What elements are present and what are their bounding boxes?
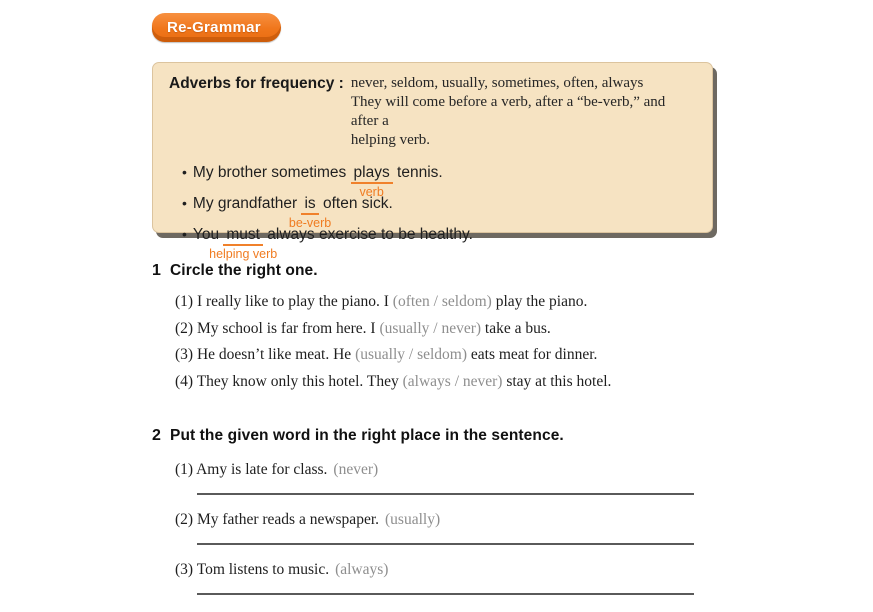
item-post: play the piano. xyxy=(491,293,588,310)
underlined-word-text: must xyxy=(226,226,260,243)
exercise-2-items xyxy=(152,460,772,595)
underlined-word xyxy=(288,194,332,230)
item-number: (3) xyxy=(175,346,194,363)
example-sentence-be-verb xyxy=(182,194,696,230)
circle-item-1 xyxy=(175,289,772,316)
underlined-word-text: plays xyxy=(353,164,390,181)
exercise-1-heading xyxy=(152,262,772,280)
example-post: always exercise to be healthy. xyxy=(262,226,473,243)
choice-options[interactable]: (often / seldom) xyxy=(392,293,492,310)
circle-item-3 xyxy=(175,342,772,369)
underlined-word xyxy=(209,225,278,261)
re-grammar-badge xyxy=(152,13,281,42)
word-type-label: verb xyxy=(359,185,384,199)
info-note-line1: They will come before a verb, after a “be-verb,” and after a xyxy=(350,94,666,129)
exercise-2-number: 2 xyxy=(152,427,161,444)
answer-line-2[interactable] xyxy=(197,543,694,545)
adverbs-info-box xyxy=(152,62,713,261)
exercise-1 xyxy=(152,262,772,395)
item-number: (1) xyxy=(175,293,194,310)
item-sentence: Tom listens to music. xyxy=(196,561,330,578)
underlined-word xyxy=(351,163,393,199)
exercise-2 xyxy=(152,427,772,595)
item-pre: My school is far from here. I xyxy=(196,319,380,337)
item-number: (2) xyxy=(175,511,194,528)
info-note-line2: helping verb. xyxy=(350,132,431,148)
choice-options[interactable]: (usually / seldom) xyxy=(355,346,468,363)
item-post: eats meat for dinner. xyxy=(467,346,598,363)
item-number: (3) xyxy=(175,561,194,578)
given-word: (usually) xyxy=(385,511,441,528)
word-type-label: helping verb xyxy=(209,247,278,261)
badge-tail-shape xyxy=(268,25,288,43)
item-sentence: My father reads a newspaper. xyxy=(196,511,380,528)
rewrite-item-2 xyxy=(175,510,772,530)
rewrite-item-1 xyxy=(175,460,772,480)
item-sentence: Amy is late for class. xyxy=(196,461,328,478)
example-pre: My brother sometimes xyxy=(192,164,351,181)
bullet-dot: • xyxy=(182,195,187,211)
underlined-word-text: is xyxy=(304,195,316,212)
badge-label: Re-Grammar xyxy=(167,19,261,36)
adverb-list: never, seldom, usually, sometimes, often, always xyxy=(350,75,644,91)
item-number: (1) xyxy=(175,461,194,478)
item-number: (2) xyxy=(175,319,194,337)
example-post: often sick. xyxy=(318,195,393,212)
item-post: take a bus. xyxy=(481,319,551,337)
answer-line-1[interactable] xyxy=(197,493,694,495)
exercise-2-heading xyxy=(152,427,772,445)
circle-item-2 xyxy=(175,316,772,343)
choice-options[interactable]: (usually / never) xyxy=(379,319,482,337)
bullet-dot: • xyxy=(182,164,187,180)
exercise-2-title: Put the given word in the right place in the sentence. xyxy=(170,427,564,444)
circle-item-4 xyxy=(175,369,772,396)
word-type-label: be-verb xyxy=(288,216,332,230)
example-sentence-helping-verb xyxy=(182,225,696,261)
example-list xyxy=(182,163,696,261)
exercise-1-title: Circle the right one. xyxy=(170,262,318,279)
info-box-header xyxy=(169,74,696,150)
bullet-dot: • xyxy=(182,226,187,242)
item-number: (4) xyxy=(175,372,194,390)
example-post: tennis. xyxy=(392,164,443,181)
info-box-note xyxy=(351,74,696,150)
item-pre: I really like to play the piano. I xyxy=(196,293,393,310)
rewrite-item-3 xyxy=(175,560,772,580)
example-pre: You xyxy=(192,226,224,243)
exercise-1-items xyxy=(152,289,772,395)
info-box-title: Adverbs for frequency : xyxy=(169,75,344,92)
item-pre: They know only this hotel. They xyxy=(196,372,403,390)
item-post: stay at this hotel. xyxy=(502,372,612,390)
answer-line-3[interactable] xyxy=(197,593,694,595)
example-pre: My grandfather xyxy=(192,195,302,212)
exercise-1-number: 1 xyxy=(152,262,161,279)
choice-options[interactable]: (always / never) xyxy=(402,372,503,390)
item-pre: He doesn’t like meat. He xyxy=(196,346,356,363)
example-sentence-verb xyxy=(182,163,696,199)
given-word: (always) xyxy=(335,561,389,578)
given-word: (never) xyxy=(333,461,379,478)
